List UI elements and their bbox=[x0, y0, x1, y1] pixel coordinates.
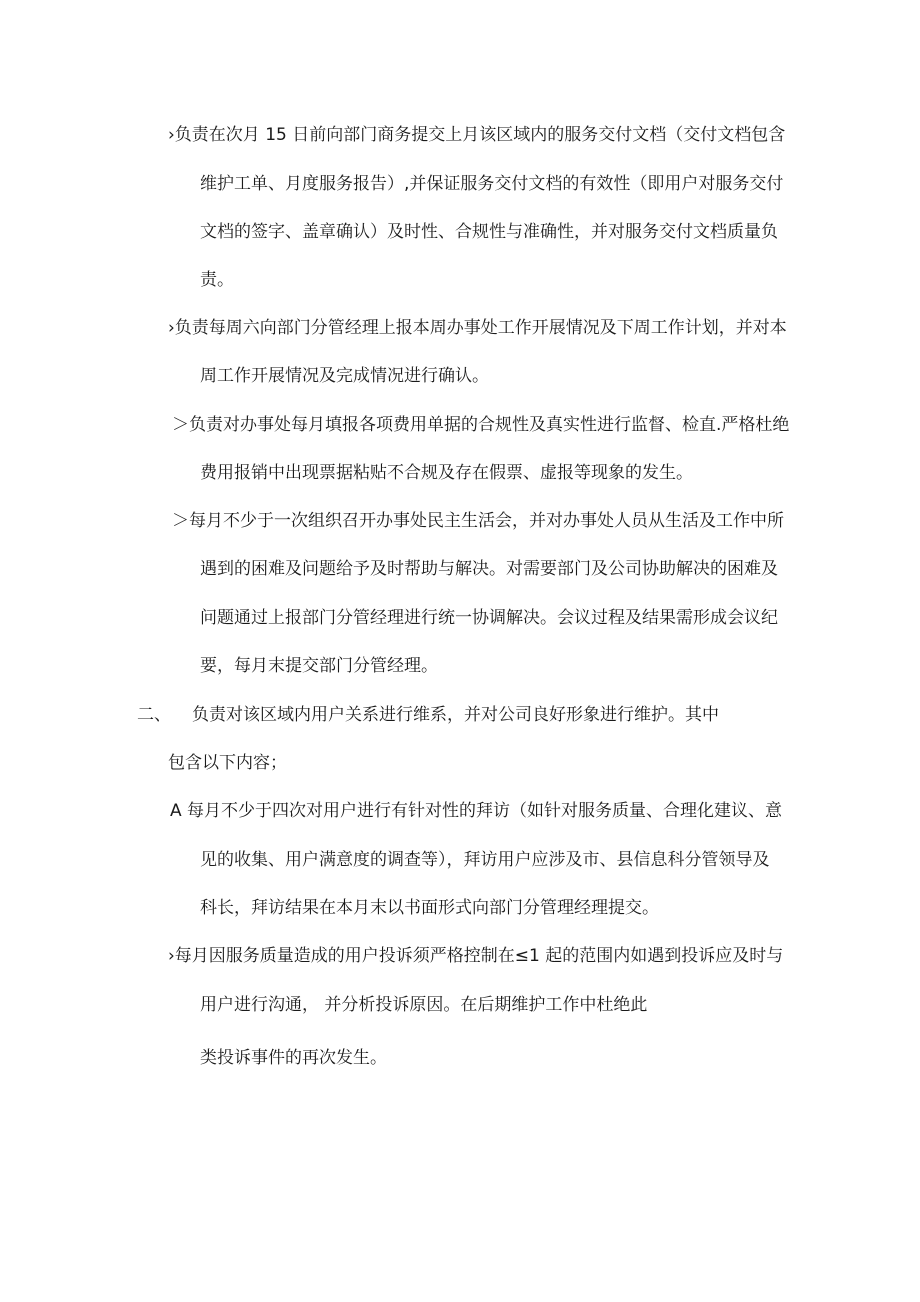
section-heading: 负责对该区域内用户关系进行维系，并对公司良好形象进行维护。其中 bbox=[192, 705, 719, 725]
paragraph-line: 用户进行沟通， 并分析投诉原因。在后期维护工作中杜绝此 bbox=[200, 995, 648, 1015]
paragraph-line: 文档的签字、盖章确认）及时性、合规性与准确性，并对服务交付文档质量负 bbox=[200, 222, 778, 242]
paragraph-line: ＞负责对办事处每月填报各项费用单据的合规性及真实性进行监督、检直.严格杜绝 bbox=[172, 415, 790, 435]
paragraph-line: 科长，拜访结果在本月末以书面形式向部门分管理经理提交。 bbox=[200, 898, 659, 918]
paragraph-line: ›负责每周六向部门分管经理上报本周办事处工作开展情况及下周工作计划，并对本 bbox=[168, 318, 787, 338]
paragraph-line: 费用报销中出现票据粘贴不合规及存在假票、虚报等现象的发生。 bbox=[200, 463, 693, 483]
paragraph-line: 类投诉事件的再次发生。 bbox=[200, 1048, 387, 1068]
section-number: 二、 bbox=[137, 705, 171, 725]
paragraph-line: 见的收集、用户满意度的调查等），拜访用户应涉及市、县信息科分管领导及 bbox=[200, 850, 770, 870]
paragraph-line: 周工作开展情况及完成情况进行确认。 bbox=[200, 366, 489, 386]
paragraph-line: ›每月因服务质量造成的用户投诉须严格控制在≤1 起的范围内如遇到投诉应及时与 bbox=[168, 946, 784, 966]
paragraph-line: ＞每月不少于一次组织召开办事处民主生活会，并对办事处人员从生活及工作中所 bbox=[172, 511, 784, 531]
paragraph-line: A 每月不少于四次对用户进行有针对性的拜访（如针对服务质量、合理化建议、意 bbox=[170, 801, 783, 821]
paragraph-line: 包含以下内容； bbox=[168, 753, 287, 773]
paragraph-line: 遇到的困难及问题给予及时帮助与解决。对需要部门及公司协助解决的困难及 bbox=[200, 559, 778, 579]
paragraph-line: ›负责在次月 15 日前向部门商务提交上月该区域内的服务交付文档（交付文档包含 bbox=[168, 125, 786, 145]
paragraph-line: 维护工单、月度服务报告）,并保证服务交付文档的有效性（即用户对服务交付 bbox=[200, 174, 784, 194]
paragraph-line: 要，每月末提交部门分管经理。 bbox=[200, 656, 438, 676]
paragraph-line: 责。 bbox=[200, 270, 234, 290]
paragraph-line: 问题通过上报部门分管经理进行统一协调解决。会议过程及结果需形成会议纪 bbox=[200, 608, 778, 628]
